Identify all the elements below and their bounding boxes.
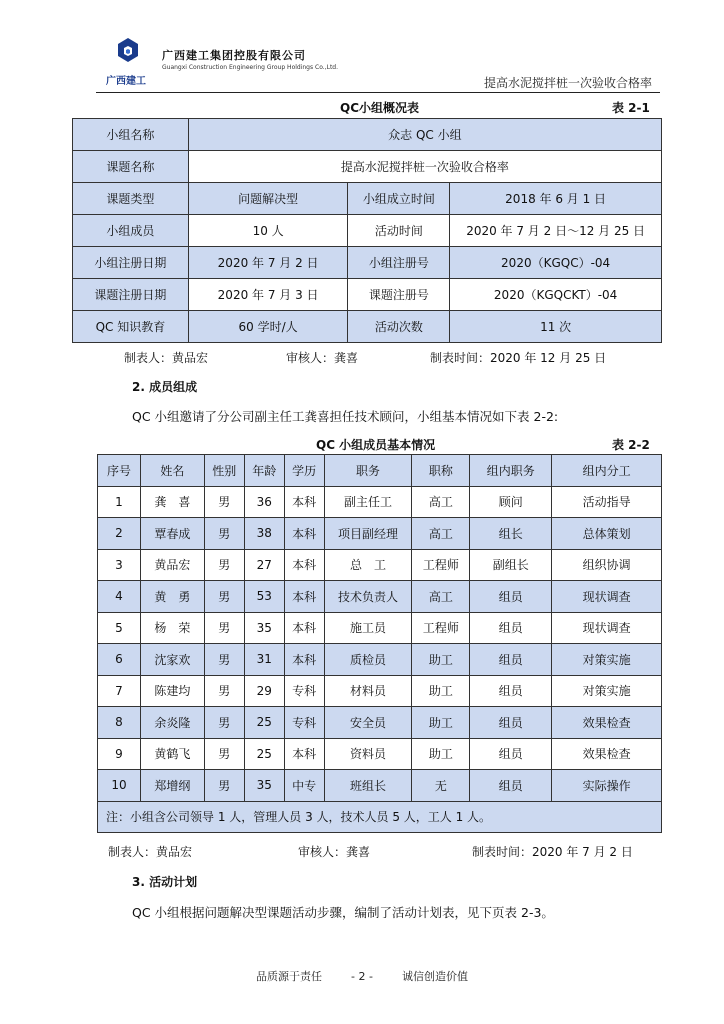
column-header: 组内分工 xyxy=(552,455,662,487)
table-cell: 总 工 xyxy=(324,549,412,581)
table-cell: 2018 年 6 月 1 日 xyxy=(450,183,662,215)
table-cell: 小组注册号 xyxy=(348,247,450,279)
table-cell: 2020 年 7 月 2 日～12 月 25 日 xyxy=(450,215,662,247)
project-title: 提高水泥搅拌桩一次验收合格率 xyxy=(483,76,652,90)
table-row xyxy=(98,549,662,581)
table-cell: 7 xyxy=(98,675,141,707)
table-cell: 现状调查 xyxy=(552,581,662,613)
table-cell: 2020 年 7 月 3 日 xyxy=(188,279,348,311)
section2-paragraph: QC 小组邀请了分公司副主任工龚喜担任技术顾问，小组基本情况如下表 2-2: xyxy=(132,409,559,424)
table-cell: 技术负责人 xyxy=(324,581,412,613)
table-cell: 无 xyxy=(412,770,470,802)
table-cell: 男 xyxy=(204,486,244,518)
table-cell: 专科 xyxy=(284,707,324,739)
table-cell: 男 xyxy=(204,549,244,581)
table-cell: 课题注册日期 xyxy=(73,279,189,311)
page-footer xyxy=(0,968,724,984)
qc-group-overview-table xyxy=(72,118,662,343)
table-cell: 男 xyxy=(204,675,244,707)
logo-text: 广西建工 xyxy=(106,76,146,87)
table-cell: 小组成立时间 xyxy=(348,183,450,215)
table-note-row xyxy=(98,801,662,833)
company-name-en: Guangxi Construction Engineering Group Holdings Co.,Ltd. xyxy=(162,64,339,71)
company-name xyxy=(162,47,338,71)
table-cell: 27 xyxy=(244,549,284,581)
table-cell: 提高水泥搅拌桩一次验收合格率 xyxy=(188,151,661,183)
table-row xyxy=(98,675,662,707)
table-cell: 副组长 xyxy=(470,549,552,581)
table-cell: 10 xyxy=(98,770,141,802)
table-cell: 余炎隆 xyxy=(140,707,204,739)
footer-slogan-right: 诚信创造价值 xyxy=(401,970,468,983)
table1-date: 制表时间：2020 年 12 月 25 日 xyxy=(430,351,607,365)
header-divider xyxy=(96,92,660,93)
table-cell: 10 人 xyxy=(188,215,348,247)
column-header: 姓名 xyxy=(140,455,204,487)
table-row xyxy=(98,644,662,676)
table-cell: 25 xyxy=(244,707,284,739)
table-cell: 小组注册日期 xyxy=(73,247,189,279)
table-cell: 本科 xyxy=(284,518,324,550)
table-cell: 工程师 xyxy=(412,549,470,581)
table2-made-by: 制表人：黄品宏 xyxy=(108,845,193,859)
table-cell: 36 xyxy=(244,486,284,518)
table-cell: 对策实施 xyxy=(552,644,662,676)
table-row xyxy=(98,518,662,550)
table-cell: 2020 年 7 月 2 日 xyxy=(188,247,348,279)
table-cell: 顾问 xyxy=(470,486,552,518)
table-cell: 男 xyxy=(204,644,244,676)
table-cell: 总体策划 xyxy=(552,518,662,550)
table-cell: 组员 xyxy=(470,738,552,770)
table-cell: 对策实施 xyxy=(552,675,662,707)
section3-heading: 3. 活动计划 xyxy=(132,875,198,889)
table-cell: 60 学时/人 xyxy=(188,311,348,343)
table-cell: 组员 xyxy=(470,707,552,739)
table-cell: 覃春成 xyxy=(140,518,204,550)
table1-title: QC小组概况表 xyxy=(340,101,420,115)
table-cell: 工程师 xyxy=(412,612,470,644)
table-cell: 安全员 xyxy=(324,707,412,739)
table-cell: 男 xyxy=(204,738,244,770)
table-cell: 副主任工 xyxy=(324,486,412,518)
table-cell: 材料员 xyxy=(324,675,412,707)
table-cell: 助工 xyxy=(412,738,470,770)
table-cell: 活动时间 xyxy=(348,215,450,247)
table-cell: 53 xyxy=(244,581,284,613)
table-cell: 小组成员 xyxy=(73,215,189,247)
table2-title: QC 小组成员基本情况 xyxy=(316,438,436,452)
table-row xyxy=(73,183,662,215)
table-cell: 质检员 xyxy=(324,644,412,676)
table-cell: 中专 xyxy=(284,770,324,802)
table-cell: 郑增纲 xyxy=(140,770,204,802)
table-row xyxy=(98,707,662,739)
table-cell: 龚 喜 xyxy=(140,486,204,518)
table-cell: 3 xyxy=(98,549,141,581)
table-cell: 2020（KGQCKT）-04 xyxy=(450,279,662,311)
table-cell: 活动次数 xyxy=(348,311,450,343)
table-cell: 活动指导 xyxy=(552,486,662,518)
table-cell: 组员 xyxy=(470,675,552,707)
table-cell: 杨 荣 xyxy=(140,612,204,644)
section3-paragraph: QC 小组根据问题解决型课题活动步骤，编制了活动计划表，见下页表 2-3。 xyxy=(132,905,554,920)
table-cell: 男 xyxy=(204,770,244,802)
table-cell: 陈建均 xyxy=(140,675,204,707)
footer-slogan-left: 品质源于责任 xyxy=(256,970,323,983)
page-number: - 2 - xyxy=(351,970,373,983)
table-cell: 2020（KGQC）-04 xyxy=(450,247,662,279)
table-cell: 男 xyxy=(204,581,244,613)
table-cell: 本科 xyxy=(284,486,324,518)
table-cell: 助工 xyxy=(412,675,470,707)
table-cell: 沈家欢 xyxy=(140,644,204,676)
table-row xyxy=(73,247,662,279)
table-cell: 众志 QC 小组 xyxy=(188,119,661,151)
section2-heading: 2. 成员组成 xyxy=(132,380,198,394)
table-cell: 高工 xyxy=(412,518,470,550)
table-cell: 本科 xyxy=(284,644,324,676)
qc-members-table xyxy=(97,454,662,833)
table-cell: 助工 xyxy=(412,707,470,739)
table-cell: 问题解决型 xyxy=(188,183,348,215)
table-cell: 高工 xyxy=(412,486,470,518)
table-cell: 实际操作 xyxy=(552,770,662,802)
table-cell: 组员 xyxy=(470,770,552,802)
table-row xyxy=(73,215,662,247)
table-cell: 29 xyxy=(244,675,284,707)
table-row xyxy=(73,311,662,343)
table-row xyxy=(73,119,662,151)
table-cell: 课题类型 xyxy=(73,183,189,215)
table-header-row xyxy=(98,455,662,487)
table-cell: 男 xyxy=(204,612,244,644)
table-row xyxy=(98,770,662,802)
table-cell: QC 知识教育 xyxy=(73,311,189,343)
table-cell: 资料员 xyxy=(324,738,412,770)
table-cell: 1 xyxy=(98,486,141,518)
table-cell: 小组名称 xyxy=(73,119,189,151)
table-cell: 组长 xyxy=(470,518,552,550)
table-cell: 组织协调 xyxy=(552,549,662,581)
table-cell: 效果检查 xyxy=(552,707,662,739)
table-cell: 本科 xyxy=(284,549,324,581)
table-cell: 35 xyxy=(244,612,284,644)
column-header: 职务 xyxy=(324,455,412,487)
table-cell: 25 xyxy=(244,738,284,770)
table-cell: 施工员 xyxy=(324,612,412,644)
table-cell: 9 xyxy=(98,738,141,770)
table-row xyxy=(98,612,662,644)
table-cell: 现状调查 xyxy=(552,612,662,644)
table-cell: 4 xyxy=(98,581,141,613)
table-cell: 2 xyxy=(98,518,141,550)
table-cell: 黄品宏 xyxy=(140,549,204,581)
table-row xyxy=(73,279,662,311)
column-header: 组内职务 xyxy=(470,455,552,487)
table-cell: 本科 xyxy=(284,738,324,770)
table-cell: 项目副经理 xyxy=(324,518,412,550)
table-cell: 38 xyxy=(244,518,284,550)
table-cell: 本科 xyxy=(284,581,324,613)
table-row xyxy=(73,151,662,183)
table-cell: 课题名称 xyxy=(73,151,189,183)
table-cell: 班组长 xyxy=(324,770,412,802)
table-cell: 31 xyxy=(244,644,284,676)
table-cell: 黄 勇 xyxy=(140,581,204,613)
table-cell: 组员 xyxy=(470,612,552,644)
table-cell: 高工 xyxy=(412,581,470,613)
table-cell: 组员 xyxy=(470,644,552,676)
table-cell: 11 次 xyxy=(450,311,662,343)
company-name-cn: 广西建工集团控股有限公司 xyxy=(162,49,306,62)
column-header: 性别 xyxy=(204,455,244,487)
table2-number: 表 2-2 xyxy=(612,438,650,452)
table-cell: 本科 xyxy=(284,612,324,644)
table-cell: 专科 xyxy=(284,675,324,707)
table2-date: 制表时间：2020 年 7 月 2 日 xyxy=(472,845,633,859)
column-header: 职称 xyxy=(412,455,470,487)
table-row xyxy=(98,581,662,613)
table1-reviewer: 审核人：龚喜 xyxy=(286,351,359,365)
column-header: 年龄 xyxy=(244,455,284,487)
column-header: 序号 xyxy=(98,455,141,487)
table-note: 注：小组含公司领导 1 人，管理人员 3 人，技术人员 5 人，工人 1 人。 xyxy=(98,801,662,833)
table1-made-by: 制表人：黄品宏 xyxy=(124,351,209,365)
column-header: 学历 xyxy=(284,455,324,487)
table-cell: 8 xyxy=(98,707,141,739)
table-cell: 6 xyxy=(98,644,141,676)
table-cell: 5 xyxy=(98,612,141,644)
table-cell: 男 xyxy=(204,518,244,550)
table2-reviewer: 审核人：龚喜 xyxy=(298,845,371,859)
table-row xyxy=(98,738,662,770)
table-row xyxy=(98,486,662,518)
table-cell: 助工 xyxy=(412,644,470,676)
table-cell: 效果检查 xyxy=(552,738,662,770)
table-cell: 组员 xyxy=(470,581,552,613)
table-cell: 课题注册号 xyxy=(348,279,450,311)
table-cell: 35 xyxy=(244,770,284,802)
table1-number: 表 2-1 xyxy=(612,101,650,115)
table-cell: 男 xyxy=(204,707,244,739)
table-cell: 黄鹤飞 xyxy=(140,738,204,770)
